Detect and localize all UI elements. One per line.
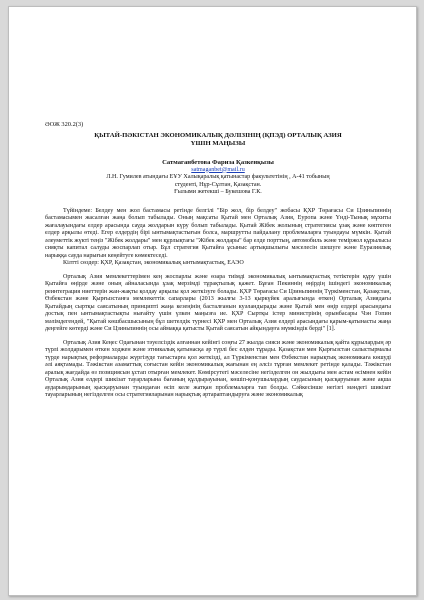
affiliation-line-1: Л.Н. Гумилев атындағы ЕҰУ Халықаралық қатынастар факультетінің , А-41 тобының: [106, 174, 330, 181]
body-paragraph-2: Орталық Азия Кеңес Одағынан тәуелсіздік алғаннан кейінгі соңғы 27 жылда сияси және экономикалық қайта құрылардың әр түрлі жолдарымен өткен ходжен және этникалық қатынасқа әр түрлі бес елден тұрады. Қазақстан мен Қырғызстан салыстырмалы түрде нарықтық реформаларды жүргізуде тағыстарға қол жеткізді, ал Түркіменстан мен Өзбекстан нарықтық экономикаға көшуді әлі аяқтамады. Тәжікстан азаматтық соғыстан кейін экономикалық жағынан ең әлсіз тұрған мемлекет ретінде қалады. Тәжікстан аралық жағдайда өз позициясын ұстап отырған мемлекет. Көмірсутегі мәселесіне негізделген он жылдығы мен астам өсімнен кейін Орталық Азия елдері шикізат тауарларына бағаның құлдырауынан, көшіп-қонушылардың саудасының қысқаруынан және ақша аударымдарының қысқаруынан туындаған өсіп келе жатқан проблемаларға тап болды. Сәйкесінше негізгі мәндегі шикізат тауарларының негізделген осы стратегияларынан нарықтық әртараптандыруға және экономикалық: [45, 339, 391, 399]
article-body: [45, 121, 391, 400]
title-line-1: ҚЫТАЙ-ПӘКІСТАН ЭКОНОМИКАЛЫҚ ДӘЛІЗІНІҢ (ҚПЭД) ОРТАЛЫҚ АЗИЯ: [94, 131, 342, 139]
body-paragraph-1: Орталық Азия мемлекеттерімен кең жоспарлы және өзара тиімді экономикалық ынтымақтастық тетіктерін құру үшін Қытайға өңірде және оның айналасында ұзақ мерзімді тұрақтылық қажет. Бұған Пекиннің өңірдің ішіндегі экономикалық реинтеграция ниеттерін жан-жақты қолдау арқылы қол жеткізуге болады. ҚХР Төрағасы Си Цзиньпиннің Түркіменстан, Қазақстан, Өзбекстан және Қырғызстанға мемлекеттік сапарлары (2013 жылғы 3-13 қыркүйек аралығында өткен) Орталық Азиядағы Қытайдың сыртқы саясатының принципті жаңа кезеңінің басталғанын куәландырады және Қытай мен өңір елдері арасындағы достық пен ынтымақтастықты нығайту үшін үлкен маңызға ие. ҚХР Сыртқы істер министрінің орынбасары Чэн Гопин мәлімдегендей, "Қытай көшбасшысының бұл шетелдік турнесі ҚХР мен Орталық Азия елдері арасындағы қарым-қатынасты жаңа деңгейге көтерді және Си Цзиньпиннің осы аймаққа қатысты Қытай саясатын айқындауға мүмкіндік берді" [1].: [45, 273, 391, 333]
article-title: [45, 132, 391, 148]
abstract: Түйіндеме: Белдеу мен жол бастамасы ретінде белгілі "Бір жол, бір белдеу" жобасы ҚХР Төрағасы Си Цзиньпиннің бастамасымен жасалған жаңа болып табылады. Оның мақсаты Қытай мен Орталық Азия, Еуропа және Үнді-Тынық мұхиты жағалауындағы елдер арасында сауда жолдарын күру болып табылады. Қытай Жібек жолының стратегиясы ұзақ және көптеген елдер арқылы өтеді. Егер елдердің бірі ынтымақтастығын болса, маршрутты пайдалану проблемаларға туындауы мүмкін. Қытай әлеуметтік жүкті теңіз "Жібек жолдары" мен құрлықтағы "Жібек жолдары" бар елде порттың, автомобиль және теміржол құрылысы сияқты капитал салуды жоспарлап отыр. Бұл стратегия Қытайға ұсыныс артықшылығы мәселесін шешуге және Еуразиялық нарыққа сауда нарығын кеңейтуге көмектеседі.: [45, 207, 391, 259]
document-page: [8, 6, 417, 596]
title-line-2: ҮШІН МАҢЫЗЫ: [190, 139, 246, 147]
author-name: Сатмаганбетова Фариза Қазкенқызы: [162, 158, 274, 166]
affiliation-line-2: студенті, Нұр-Сұлтан, Қазақстан.: [174, 181, 262, 188]
author-email[interactable]: satmaganbet@mail.ru: [191, 166, 245, 173]
supervisor: Ғылыми жетекші – Букешова Г.К.: [174, 189, 262, 196]
udk-code: ӘОЖ 320.2(3): [45, 121, 84, 128]
keywords: Кілтті сөздер: ҚХР, Қазақстан, экономикалық ынтымақтастық, ЕАЭО: [63, 260, 244, 267]
